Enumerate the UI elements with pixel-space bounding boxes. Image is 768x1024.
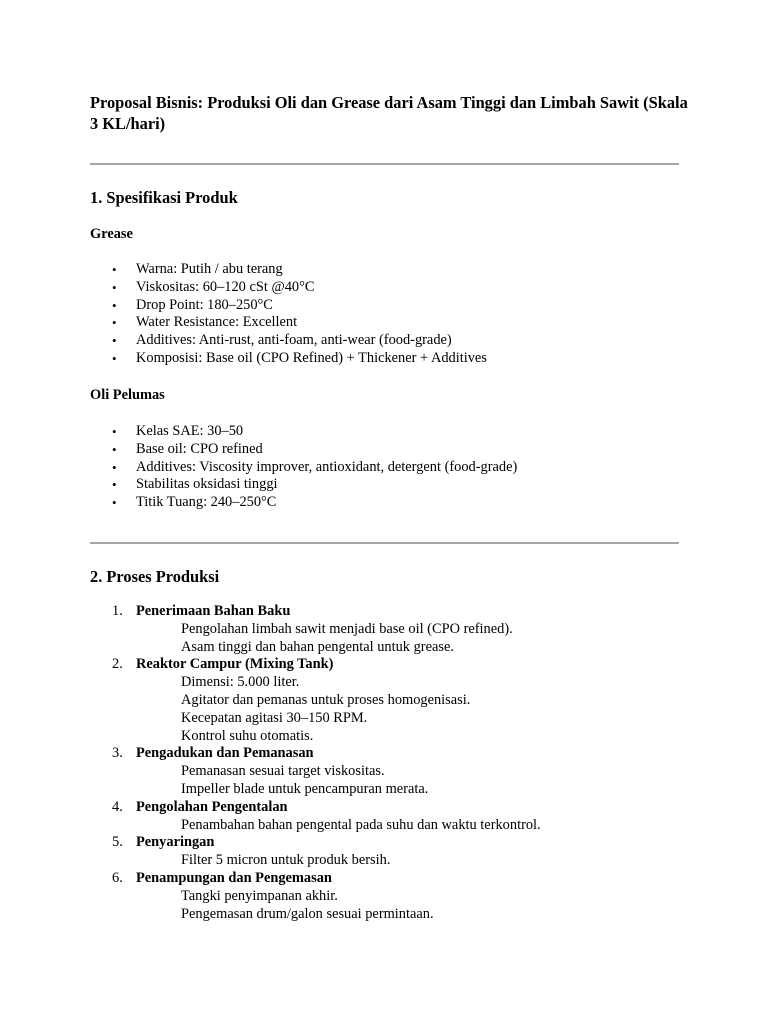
list-item: • Water Resistance: Excellent	[90, 314, 487, 332]
step-title: Reaktor Campur (Mixing Tank)	[136, 656, 334, 673]
list-item: • Warna: Putih / abu terang	[90, 261, 487, 279]
process-step	[90, 603, 690, 656]
step-detail: Impeller blade untuk pencampuran merata.	[181, 780, 429, 797]
step-detail: Asam tinggi dan bahan pengental untuk grease.	[181, 638, 454, 655]
step-detail: Pengolahan limbah sawit menjadi base oil (CPO refined).	[181, 620, 513, 637]
step-title: Pengolahan Pengentalan	[136, 798, 288, 815]
list-item: • Viskositas: 60–120 cSt @40°C	[90, 279, 487, 297]
step-detail: Pengemasan drum/galon sesuai permintaan.	[181, 905, 434, 922]
process-steps-list	[90, 603, 690, 923]
step-title: Pengadukan dan Pemanasan	[136, 745, 314, 762]
section-heading-spesifikasi: 1. Spesifikasi Produk	[90, 188, 238, 207]
list-item: • Additives: Viscosity improver, antioxidant, detergent (food-grade)	[90, 459, 517, 477]
step-number: 4.	[112, 798, 123, 815]
grease-spec-list	[90, 261, 487, 368]
step-number: 2.	[112, 656, 123, 673]
process-step	[90, 799, 690, 835]
list-item: • Drop Point: 180–250°C	[90, 297, 487, 315]
step-number: 5.	[112, 834, 123, 851]
step-detail: Filter 5 micron untuk produk bersih.	[181, 852, 391, 869]
list-item: • Additives: Anti-rust, anti-foam, anti-wear (food-grade)	[90, 332, 487, 350]
step-detail: Tangki penyimpanan akhir.	[181, 887, 338, 904]
step-detail: Dimensi: 5.000 liter.	[181, 674, 300, 691]
process-step	[90, 870, 690, 923]
step-number: 6.	[112, 869, 123, 886]
step-detail: Pemanasan sesuai target viskositas.	[181, 763, 385, 780]
list-item: • Kelas SAE: 30–50	[90, 423, 517, 441]
list-item: • Komposisi: Base oil (CPO Refined) + Thickener + Additives	[90, 350, 487, 368]
step-detail: Kecepatan agitasi 30–150 RPM.	[181, 709, 368, 726]
step-detail: Penambahan bahan pengental pada suhu dan waktu terkontrol.	[181, 816, 541, 833]
step-title: Penyaringan	[136, 834, 215, 851]
step-title: Penampungan dan Pengemasan	[136, 869, 332, 886]
step-detail: Kontrol suhu otomatis.	[181, 727, 314, 744]
list-item: • Titik Tuang: 240–250°C	[90, 494, 517, 512]
list-item: • Base oil: CPO refined	[90, 441, 517, 459]
oli-spec-list	[90, 423, 517, 512]
section-heading-proses: 2. Proses Produksi	[90, 567, 220, 586]
subheading-oli-pelumas: Oli Pelumas	[90, 387, 165, 403]
step-detail: Agitator dan pemanas untuk proses homogenisasi.	[181, 691, 471, 708]
process-step	[90, 745, 690, 798]
page-title: Proposal Bisnis: Produksi Oli dan Grease dari Asam Tinggi dan Limbah Sawit (Skala 3 KL/hari)	[90, 93, 688, 133]
horizontal-divider	[90, 163, 679, 165]
process-step	[90, 834, 690, 870]
horizontal-divider	[90, 542, 679, 544]
subheading-grease: Grease	[90, 226, 133, 242]
step-title: Penerimaan Bahan Baku	[136, 603, 291, 619]
process-step	[90, 656, 690, 745]
list-item: • Stabilitas oksidasi tinggi	[90, 476, 517, 494]
step-number: 1.	[112, 603, 123, 619]
step-number: 3.	[112, 745, 123, 762]
